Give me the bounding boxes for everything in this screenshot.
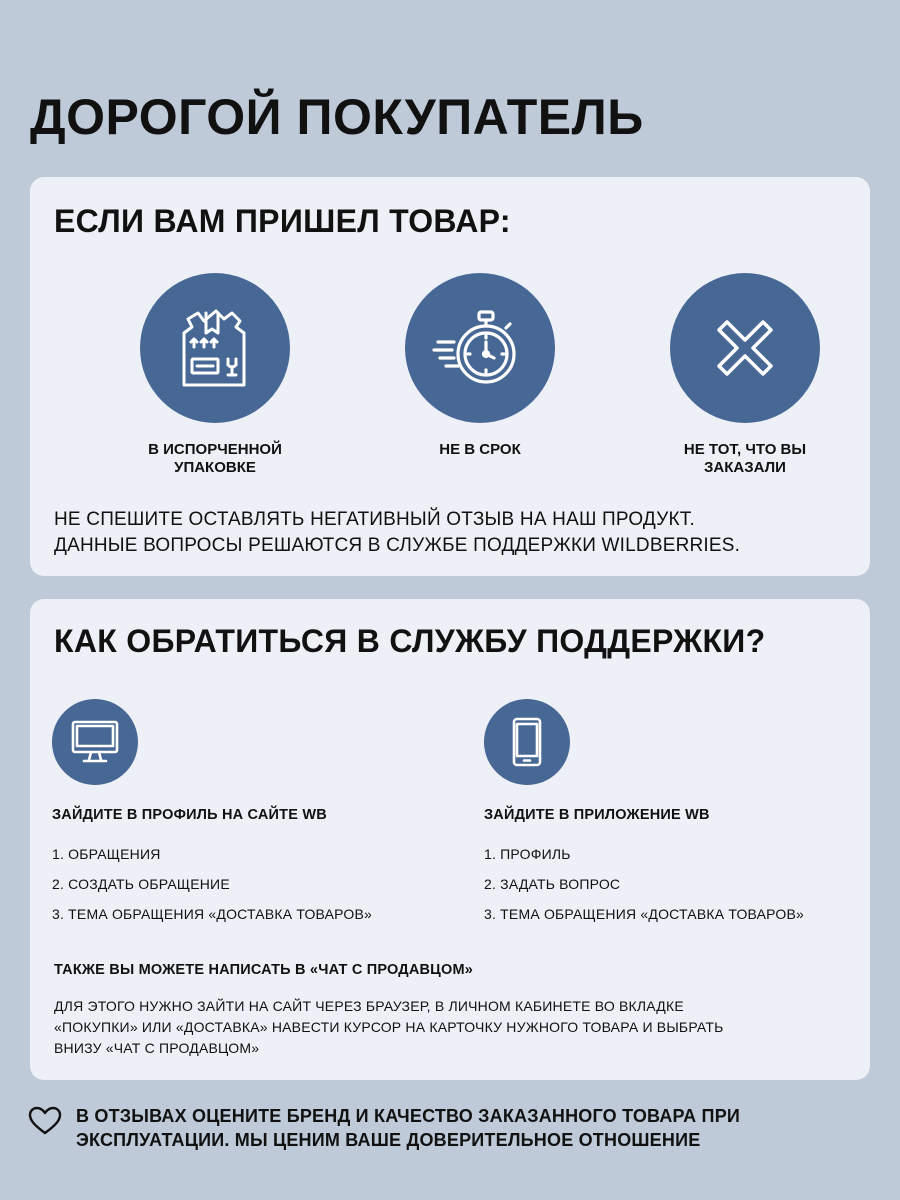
steps-list: [484, 839, 864, 929]
issue-late-delivery: [360, 273, 600, 459]
method-title: ЗАЙДИТЕ В ПРИЛОЖЕНИЕ WB: [484, 807, 710, 823]
footer-line: ЭКСПЛУАТАЦИИ. МЫ ЦЕНИМ ВАШЕ ДОВЕРИТЕЛЬНОЕ ОТНОШЕНИЕ: [76, 1130, 701, 1150]
issue-damaged-package: [95, 273, 335, 477]
issue-label-line: ЗАКАЗАЛИ: [704, 459, 786, 476]
support-card: [30, 599, 870, 1080]
chat-title: ТАКЖЕ ВЫ МОЖЕТЕ НАПИСАТЬ В «ЧАТ С ПРОДАВЦОМ»: [54, 962, 473, 978]
footer-line: В ОТЗЫВАХ ОЦЕНИТЕ БРЕНД И КАЧЕСТВО ЗАКАЗАННОГО ТОВАРА ПРИ: [76, 1106, 741, 1126]
method-title: ЗАЙДИТЕ В ПРОФИЛЬ НА САЙТЕ WB: [52, 807, 327, 823]
chat-line: ДЛЯ ЭТОГО НУЖНО ЗАЙТИ НА САЙТ ЧЕРЕЗ БРАУЗЕР, В ЛИЧНОМ КАБИНЕТЕ ВО ВКЛАДКЕ: [54, 998, 684, 1014]
heart-icon: [28, 1106, 62, 1141]
step-item: 3. ТЕМА ОБРАЩЕНИЯ «ДОСТАВКА ТОВАРОВ»: [52, 906, 373, 922]
support-note: [54, 507, 834, 559]
method-website: [52, 699, 432, 929]
issues-card: [30, 177, 870, 576]
issue-label: [360, 441, 600, 459]
issue-circle: [405, 273, 555, 423]
stopwatch-icon: [430, 298, 530, 398]
issue-wrong-item: [625, 273, 865, 477]
chat-line: ВНИЗУ «ЧАТ С ПРОДАВЦОМ»: [54, 1040, 260, 1056]
issue-label-line: НЕ В СРОК: [439, 441, 521, 458]
note-line: ДАННЫЕ ВОПРОСЫ РЕШАЮТСЯ В СЛУЖБЕ ПОДДЕРЖКИ WILDBERRIES.: [54, 535, 741, 556]
method-app: [484, 699, 864, 929]
footer-message: [76, 1104, 866, 1152]
steps-list: [52, 839, 432, 929]
step-item: 3. ТЕМА ОБРАЩЕНИЯ «ДОСТАВКА ТОВАРОВ»: [484, 906, 805, 922]
issue-circle: [670, 273, 820, 423]
issue-label-line: В ИСПОРЧЕННОЙ: [148, 441, 282, 458]
damaged-box-icon: [170, 303, 260, 393]
step-item: 2. СОЗДАТЬ ОБРАЩЕНИЕ: [52, 876, 230, 892]
note-line: НЕ СПЕШИТЕ ОСТАВЛЯТЬ НЕГАТИВНЫЙ ОТЗЫВ НА НАШ ПРОДУКТ.: [54, 509, 695, 530]
issue-label: [95, 441, 335, 477]
smartphone-icon: [499, 714, 555, 770]
method-circle: [52, 699, 138, 785]
issue-label-line: УПАКОВКЕ: [174, 459, 256, 476]
chat-line: «ПОКУПКИ» ИЛИ «ДОСТАВКА» НАВЕСТИ КУРСОР НА КАРТОЧКУ НУЖНОГО ТОВАРА И ВЫБРАТЬ: [54, 1019, 724, 1035]
issue-circle: [140, 273, 290, 423]
cross-icon: [705, 308, 785, 388]
chat-instructions: [54, 996, 844, 1059]
issue-label-line: НЕ ТОТ, ЧТО ВЫ: [683, 441, 807, 458]
issues-card-title: ЕСЛИ ВАМ ПРИШЕЛ ТОВАР:: [54, 203, 511, 239]
monitor-icon: [67, 714, 123, 770]
step-item: 2. ЗАДАТЬ ВОПРОС: [484, 876, 621, 892]
method-circle: [484, 699, 570, 785]
step-item: 1. ОБРАЩЕНИЯ: [52, 846, 161, 862]
step-item: 1. ПРОФИЛЬ: [484, 846, 571, 862]
issue-label: [625, 441, 865, 477]
support-card-title: КАК ОБРАТИТЬСЯ В СЛУЖБУ ПОДДЕРЖКИ?: [54, 623, 766, 659]
page-title: ДОРОГОЙ ПОКУПАТЕЛЬ: [30, 89, 644, 145]
